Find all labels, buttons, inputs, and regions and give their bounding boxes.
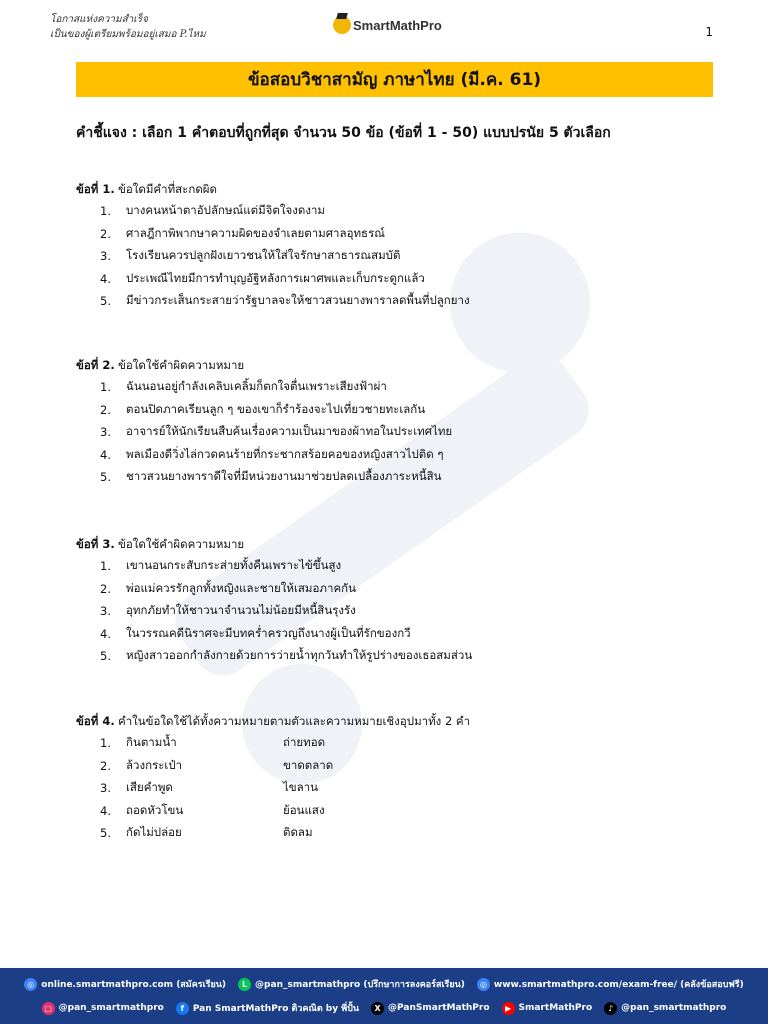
answer-option-3 bbox=[100, 245, 470, 268]
option-number: 1. bbox=[100, 736, 111, 751]
option-number: 4. bbox=[100, 447, 111, 462]
option-text-second-word: ไขลาน bbox=[283, 780, 319, 795]
option-number: 3. bbox=[100, 425, 111, 440]
answer-option-3 bbox=[100, 421, 452, 444]
option-text: กินตามน้ำ bbox=[126, 735, 177, 750]
tagline-line-2: เป็นของผู้เตรียมพร้อมอยู่เสมอ P.ไหม bbox=[50, 29, 206, 40]
question-4 bbox=[76, 712, 470, 845]
option-text: บางคนหน้าตาอัปลักษณ์แต่มีจิตใจงดงาม bbox=[126, 203, 325, 218]
option-number: 3. bbox=[100, 249, 111, 264]
footer-contact-item[interactable] bbox=[371, 1002, 489, 1015]
instruction-text: คำชี้แจง : เลือก 1 คำตอบที่ถูกที่สุด จำนวน 50 ข้อ (ข้อที่ 1 - 50) แบบปรนัย 5 ตัวเลือก bbox=[76, 125, 611, 141]
option-number: 2. bbox=[100, 758, 111, 773]
option-number: 5. bbox=[100, 649, 111, 664]
answer-option-5 bbox=[100, 645, 472, 668]
option-list bbox=[100, 200, 470, 313]
footer-row-2 bbox=[0, 1001, 768, 1015]
option-text: อาจารย์ให้นักเรียนสืบค้นเรื่องความเป็นมาของผ้าทอในประเทศไทย bbox=[126, 424, 453, 439]
footer-contact-text: @pan_smartmathpro (ปรึกษาการลงคอร์สเรียน) bbox=[255, 980, 465, 990]
logo-text: SmartMathPro bbox=[353, 17, 442, 33]
question-header bbox=[76, 180, 470, 200]
footer-contact-item[interactable] bbox=[24, 977, 226, 991]
option-number: 2. bbox=[100, 402, 111, 417]
option-number: 4. bbox=[100, 803, 111, 818]
question-header bbox=[76, 535, 472, 555]
exam-title-bar bbox=[76, 62, 713, 97]
tiktok-icon: ♪ bbox=[604, 1002, 617, 1015]
option-text: ล้วงกระเป๋า bbox=[126, 757, 183, 772]
question-number: ข้อที่ 2. bbox=[76, 358, 115, 372]
footer-contact-item[interactable] bbox=[502, 1002, 593, 1015]
footer-contact-item[interactable] bbox=[238, 977, 465, 991]
option-text: โรงเรียนควรปลูกฝังเยาวชนให้ใส่ใจรักษาสาธารณสมบัติ bbox=[126, 248, 401, 263]
graduation-cap-icon bbox=[333, 16, 351, 34]
option-text: เสียคำพูด bbox=[126, 780, 173, 795]
answer-option-5 bbox=[100, 466, 452, 489]
footer-contact-item[interactable] bbox=[42, 1002, 164, 1015]
option-number: 5. bbox=[100, 294, 111, 309]
smartmathpro-logo bbox=[333, 16, 442, 34]
option-text: มีข่าวกระเส็นกระสายว่ารัฐบาลจะให้ชาวสวนยางพาราลดพื้นที่ปลูกยาง bbox=[126, 293, 470, 308]
option-number: 5. bbox=[100, 826, 111, 841]
facebook-icon: f bbox=[176, 1002, 189, 1015]
answer-option-4 bbox=[100, 268, 470, 291]
globe-icon: ◎ bbox=[477, 978, 490, 991]
x-icon: X bbox=[371, 1002, 384, 1015]
question-text: ข้อใดใช้คำผิดความหมาย bbox=[118, 358, 245, 372]
option-text: อุทกภัยทำให้ชาวนาจำนวนไม่น้อยมีหนี้สินรุงรัง bbox=[126, 603, 356, 618]
page-number: 1 bbox=[705, 25, 713, 39]
option-number: 3. bbox=[100, 604, 111, 619]
option-number: 5. bbox=[100, 470, 111, 485]
option-text: พลเมืองดีวิ่งไล่กวดคนร้ายที่กระชากสร้อยคอของหญิงสาวไปติด ๆ bbox=[126, 446, 444, 461]
option-text-second-word: ติดลม bbox=[283, 825, 313, 840]
footer-row-1 bbox=[0, 977, 768, 991]
question-number: ข้อที่ 1. bbox=[76, 182, 115, 196]
answer-option-1 bbox=[100, 555, 472, 578]
option-list bbox=[100, 555, 472, 668]
option-text: พ่อแม่ควรรักลูกทั้งหญิงและชายให้เสมอภาคกัน bbox=[126, 580, 356, 595]
question-number: ข้อที่ 4. bbox=[76, 714, 115, 728]
answer-option-1 bbox=[100, 732, 470, 755]
option-text-second-word: ขาดตลาด bbox=[283, 757, 334, 772]
page-header bbox=[0, 0, 768, 60]
option-number: 3. bbox=[100, 781, 111, 796]
answer-option-1 bbox=[100, 200, 470, 223]
question-text: ข้อใดมีคำที่สะกดผิด bbox=[118, 182, 217, 196]
answer-option-3 bbox=[100, 600, 472, 623]
question-2 bbox=[76, 356, 452, 489]
footer-contact-text: online.smartmathpro.com (สมัครเรียน) bbox=[41, 980, 227, 990]
option-text: หญิงสาวออกกำลังกายด้วยการว่ายน้ำทุกวันทำให้รูปร่างของเธอสมส่วน bbox=[126, 648, 473, 663]
answer-option-5 bbox=[100, 822, 470, 845]
option-list bbox=[100, 732, 470, 845]
option-text: ฉันนอนอยู่กำลังเคลิบเคลิ้มก็ตกใจตื่นเพราะเสียงฟ้าผ่า bbox=[126, 379, 387, 394]
globe-icon: ◎ bbox=[24, 978, 37, 991]
instagram-icon: ▢ bbox=[42, 1002, 55, 1015]
answer-option-1 bbox=[100, 376, 452, 399]
option-number: 4. bbox=[100, 626, 111, 641]
question-3 bbox=[76, 535, 472, 668]
option-text: ประเพณีไทยมีการทำบุญอัฐิหลังการเผาศพและเก็บกระดูกแล้ว bbox=[126, 270, 425, 285]
tagline-line-1: โอกาสแห่งความสำเร็จ bbox=[50, 14, 148, 25]
answer-option-4 bbox=[100, 800, 470, 823]
footer-contact-text: @pan_smartmathpro bbox=[58, 1003, 164, 1013]
option-text: ในวรรณคดีนิราศจะมีบทคร่ำครวญถึงนางผู้เป็นที่รักของกวี bbox=[126, 625, 411, 640]
answer-option-3 bbox=[100, 777, 470, 800]
option-number: 4. bbox=[100, 271, 111, 286]
question-text: คำในข้อใดใช้ได้ทั้งความหมายตามตัวและความหมายเชิงอุปมาทั้ง 2 คำ bbox=[118, 714, 471, 728]
footer-contact-text: @pan_smartmathpro bbox=[621, 1003, 727, 1013]
answer-option-2 bbox=[100, 399, 452, 422]
option-text-second-word: ย้อนแสง bbox=[283, 802, 325, 817]
answer-option-4 bbox=[100, 623, 472, 646]
option-text-second-word: ถ่ายทอด bbox=[283, 735, 326, 750]
option-text: เขานอนกระสับกระส่ายทั้งคืนเพราะไข้ขึ้นสูง bbox=[126, 558, 342, 573]
answer-option-2 bbox=[100, 578, 472, 601]
footer-contact-text: Pan SmartMathPro ติวคณิต by พี่ปั้น bbox=[192, 1004, 360, 1014]
option-number: 2. bbox=[100, 581, 111, 596]
option-text: ชาวสวนยางพาราดีใจที่มีหน่วยงานมาช่วยปลดเปลื้องภาระหนี้สิน bbox=[126, 469, 442, 484]
option-text: ตอนปิดภาคเรียนลูก ๆ ของเขาก็รำร้องจะไปเที่ยวชายทะเลกัน bbox=[126, 401, 426, 416]
footer-contact-item[interactable] bbox=[176, 1001, 359, 1015]
option-number: 1. bbox=[100, 204, 111, 219]
option-number: 1. bbox=[100, 559, 111, 574]
answer-option-2 bbox=[100, 223, 470, 246]
footer-contact-text: SmartMathPro bbox=[518, 1003, 593, 1013]
option-text: กัดไม่ปล่อย bbox=[126, 825, 182, 840]
footer-contact-text: www.smartmathpro.com/exam-free/ (คลังข้อสอบฟรี) bbox=[493, 980, 744, 990]
question-number: ข้อที่ 3. bbox=[76, 537, 115, 551]
option-text: ถอดหัวโขน bbox=[126, 802, 184, 817]
question-1 bbox=[76, 180, 470, 313]
answer-option-2 bbox=[100, 755, 470, 778]
question-header bbox=[76, 712, 470, 732]
footer-bar bbox=[0, 968, 768, 1024]
question-text: ข้อใดใช้คำผิดความหมาย bbox=[118, 537, 245, 551]
tagline bbox=[50, 12, 206, 42]
option-list bbox=[100, 376, 452, 489]
answer-option-5 bbox=[100, 290, 470, 313]
footer-contact-item[interactable] bbox=[604, 1002, 726, 1015]
exam-title: ข้อสอบวิชาสามัญ ภาษาไทย (มี.ค. 61) bbox=[247, 70, 542, 90]
footer-contact-item[interactable] bbox=[477, 977, 744, 991]
line-icon: L bbox=[238, 978, 251, 991]
answer-option-4 bbox=[100, 444, 452, 467]
question-header bbox=[76, 356, 452, 376]
footer-contact-text: @PanSmartMathPro bbox=[388, 1003, 490, 1013]
option-number: 2. bbox=[100, 226, 111, 241]
option-text: ศาลฎีกาพิพากษาความผิดของจำเลยตามศาลอุทธรณ์ bbox=[126, 225, 385, 240]
option-number: 1. bbox=[100, 380, 111, 395]
youtube-icon: ▶ bbox=[502, 1002, 515, 1015]
